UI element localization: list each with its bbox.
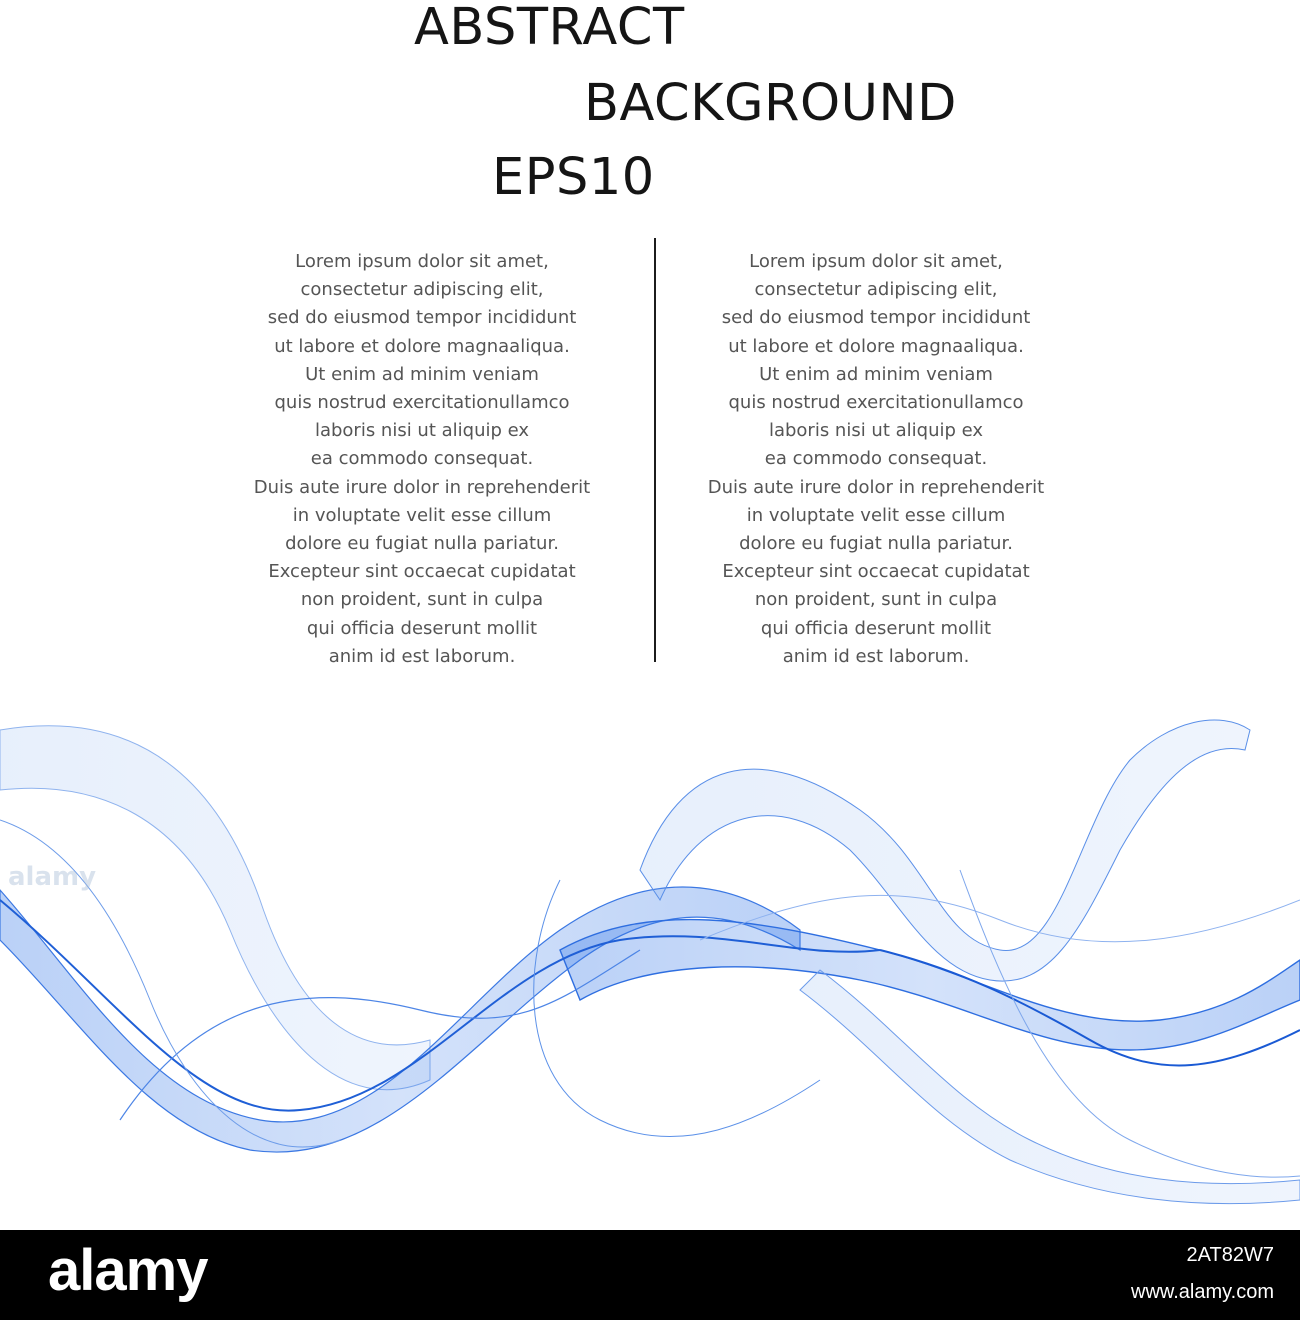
text-line: dolore eu fugiat nulla pariatur. xyxy=(739,533,1013,555)
text-line: non proident, sunt in culpa xyxy=(754,589,998,611)
text-line: Lorem ipsum dolor sit amet, xyxy=(749,251,1003,272)
text-line: Excepteur sint occaecat cupidatat xyxy=(722,561,1030,583)
text-line: laboris nisi ut aliquip ex xyxy=(768,420,984,442)
text-line: non proident, sunt in culpa xyxy=(300,589,544,611)
text-line: ut labore et dolore magnaaliqua. xyxy=(274,335,570,357)
wave-ribbon xyxy=(0,726,430,1090)
title-line-2: BACKGROUND xyxy=(584,74,957,133)
text-line: ut labore et dolore magnaaliqua. xyxy=(728,335,1024,357)
text-line: Duis aute irure dolor in reprehenderit xyxy=(707,476,1045,498)
text-line: in voluptate velit esse cillum xyxy=(746,504,1006,526)
text-column-right xyxy=(666,248,1086,671)
text-line: consectetur adipiscing elit, xyxy=(300,279,544,301)
blue-wave-graphic xyxy=(0,700,1300,1230)
title-line-3: EPS10 xyxy=(492,148,655,207)
text-line: Excepteur sint occaecat cupidatat xyxy=(268,561,576,583)
text-line: laboris nisi ut aliquip ex xyxy=(314,420,530,442)
text-line: Duis aute irure dolor in reprehenderit xyxy=(253,476,591,498)
text-line: consectetur adipiscing elit, xyxy=(754,279,998,301)
column-divider xyxy=(654,238,656,662)
title-line-1: ABSTRACT xyxy=(414,0,685,57)
text-line: Ut enim ad minim veniam xyxy=(759,363,993,385)
text-line: quis nostrud exercitationullamco xyxy=(728,392,1024,414)
text-line: ea commodo consequat. xyxy=(310,448,534,470)
image-id: 2AT82W7 xyxy=(1186,1244,1274,1266)
brand-logo: alamy xyxy=(48,1238,208,1303)
text-line: qui officia deserunt mollit xyxy=(760,617,992,639)
text-line: Ut enim ad minim veniam xyxy=(305,363,539,385)
text-line: anim id est laborum. xyxy=(328,645,516,667)
footer-bar xyxy=(0,1230,1300,1320)
site-url[interactable]: www.alamy.com xyxy=(1131,1281,1274,1303)
text-line: Lorem ipsum dolor sit amet, xyxy=(295,251,549,272)
text-line: sed do eiusmod tempor incididunt xyxy=(721,307,1031,329)
text-line: sed do eiusmod tempor incididunt xyxy=(267,307,577,329)
text-line: dolore eu fugiat nulla pariatur. xyxy=(285,533,559,555)
text-line: qui officia deserunt mollit xyxy=(306,617,538,639)
text-line: quis nostrud exercitationullamco xyxy=(274,392,570,414)
text-line: anim id est laborum. xyxy=(782,645,970,667)
text-line: ea commodo consequat. xyxy=(764,448,988,470)
watermark-text: alamy xyxy=(8,862,97,892)
text-line: in voluptate velit esse cillum xyxy=(292,504,552,526)
text-column-left xyxy=(212,248,632,671)
